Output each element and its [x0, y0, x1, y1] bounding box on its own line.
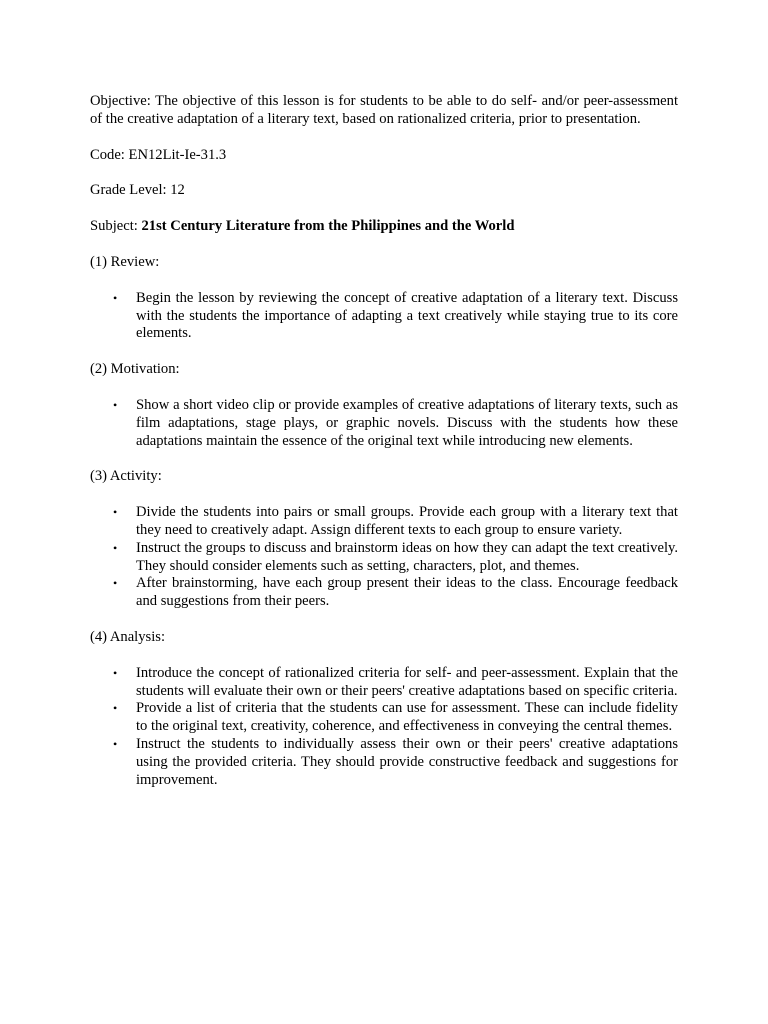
list-item-text: Introduce the concept of rationalized criteria for self- and peer-assessment. Explain that the students will evaluate their own or their peers' creative adaptations based on specific criteria. — [136, 664, 678, 699]
list-item — [113, 735, 678, 789]
analysis-list — [90, 665, 678, 790]
list-item-text: Divide the students into pairs or small groups. Provide each group with a literary text that they need to creatively adapt. Assign different texts to each group to ensure variety. — [136, 504, 678, 538]
bullet-icon: • — [113, 290, 118, 305]
list-item — [113, 664, 678, 701]
list-item-text: Begin the lesson by reviewing the concept of creative adaptation of a literary text. Discuss with the students the importance of adapting a text creatively while staying true to its core elements. — [136, 289, 678, 342]
list-item-text: Instruct the groups to discuss and brainstorm ideas on how they can adapt the text creatively. They should consider elements such as setting, characters, plot, and themes. — [136, 539, 678, 574]
bullet-icon: • — [113, 505, 118, 520]
objective-label: Objective: — [90, 93, 151, 109]
subject-label: Subject: — [90, 218, 138, 235]
objective-text: The objective of this lesson is for students to be able to do self- and/or peer-assessment of the creative adaptation of a literary text, based on rationalized criteria, prior to presentation. — [90, 93, 678, 127]
code-label: Code: — [90, 146, 125, 163]
list-item — [113, 504, 678, 540]
bullet-icon: • — [113, 665, 118, 680]
list-item — [113, 575, 678, 611]
list-item-text: Provide a list of criteria that the students can use for assessment. These can include fidelity to the original text, creativity, coherence, and effectiveness in conveying the central themes. — [136, 700, 678, 735]
section-heading-review: (1) Review: — [90, 253, 160, 270]
subject-value: 21st Century Literature from the Philippines and the World — [141, 218, 515, 235]
review-list — [90, 290, 678, 343]
subject-paragraph — [90, 218, 678, 236]
bullet-icon: • — [113, 397, 118, 412]
grade-level-value: 12 — [170, 182, 185, 199]
grade-level-paragraph — [90, 182, 678, 200]
activity-list — [90, 504, 678, 611]
objective-paragraph — [90, 93, 678, 129]
section-heading-motivation: (2) Motivation: — [90, 361, 180, 378]
list-item — [113, 396, 678, 450]
bullet-icon: • — [113, 540, 118, 555]
section-heading-activity: (3) Activity: — [90, 468, 162, 485]
list-item — [113, 539, 678, 576]
list-item — [113, 700, 678, 736]
code-value: EN12Lit-Ie-31.3 — [128, 146, 227, 163]
list-item-text: Show a short video clip or provide examples of creative adaptations of literary texts, such as film adaptations, stage plays, or graphic novels. Discuss with the students how these adaptations maintain the essence of the original text while introducing new elements. — [136, 396, 678, 449]
code-paragraph — [90, 147, 678, 165]
list-item-text: After brainstorming, have each group present their ideas to the class. Encourage feedback and suggestions from their peers. — [136, 575, 678, 610]
motivation-list — [90, 397, 678, 450]
bullet-icon: • — [113, 736, 118, 751]
section-heading-analysis: (4) Analysis: — [90, 628, 165, 645]
list-item-text: Instruct the students to individually assess their own or their peers' creative adaptations using the provided criteria. They should provide constructive feedback and suggestions for improvement. — [136, 735, 678, 788]
bullet-icon: • — [113, 701, 118, 716]
list-item — [113, 289, 678, 343]
grade-level-label: Grade Level: — [90, 182, 167, 199]
bullet-icon: • — [113, 576, 118, 591]
